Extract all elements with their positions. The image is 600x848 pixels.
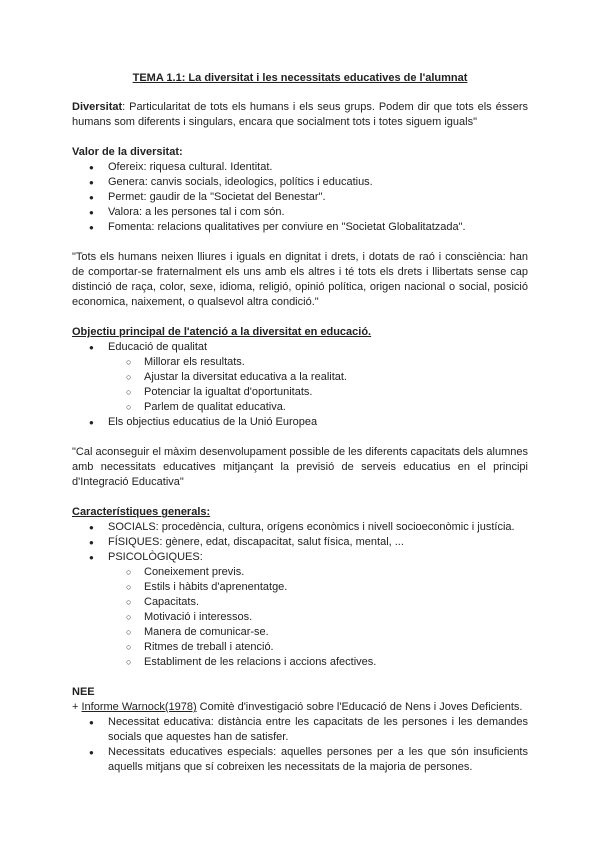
- sub-list-item: ○ Establiment de les relacions i accions afectives.: [72, 655, 528, 670]
- valor-list: [72, 160, 528, 235]
- diversitat-definition: [72, 100, 528, 130]
- nee-list: [72, 715, 528, 775]
- quote-integracio: "Cal aconseguir el màxim desenvolupament possible de les diferents capacitats dels alumnes amb necessitats educatives mitjançant la previsió de serveis educatius en el principi d'Integració Educativa": [72, 446, 528, 488]
- sub-list-item: ○ Parlem de qualitat educativa.: [72, 400, 528, 415]
- list-item: ● Els objectius educatius de la Unió Europea: [72, 415, 528, 430]
- sub-list-item: ○ Coneixement previs.: [72, 565, 528, 580]
- list-item: ● PSICOLÒGIQUES:: [72, 550, 528, 565]
- list-item: ● Permet: gaudir de la "Societat del Benestar".: [72, 190, 528, 205]
- caracteristiques-heading: Característiques generals:: [72, 506, 211, 518]
- list-item: ● FÍSIQUES: gènere, edat, discapacitat, salut física, mental, ...: [72, 535, 528, 550]
- sub-list-item: ○ Motivació i interessos.: [72, 610, 528, 625]
- page-title: TEMA 1.1: La diversitat i les necessitats educatives de l'alumnat: [132, 72, 468, 84]
- sub-list-item: ○ Ajustar la diversitat educativa a la realitat.: [72, 370, 528, 385]
- objectiu-heading: Objectiu principal de l'atenció a la diversitat en educació.: [72, 326, 372, 338]
- list-item: ● Valora: a les persones tal i com són.: [72, 205, 528, 220]
- list-item: ● Genera: canvis socials, ideologics, polítics i educatius.: [72, 175, 528, 190]
- list-item: ● Ofereix: riquesa cultural. Identitat.: [72, 160, 528, 175]
- list-item: ● SOCIALS: procedència, cultura, orígens econòmics i nivell socioeconòmic i justícia.: [72, 520, 528, 535]
- valor-heading: Valor de la diversitat:: [72, 146, 183, 158]
- nee-heading: NEE: [72, 686, 95, 698]
- document-body: [72, 71, 528, 775]
- caracteristiques-list: [72, 520, 528, 670]
- list-item: ● Educació de qualitat: [72, 340, 528, 355]
- sub-list-item: ○ Estils i hàbits d'aprenentatge.: [72, 580, 528, 595]
- list-item: ● Necessitat educativa: distància entre les capacitats de les persones i les demandes socials que aquestes han de satisfer.: [72, 715, 528, 745]
- nee-prefix: +: [72, 701, 82, 713]
- informe-warnock-link[interactable]: Informe Warnock(1978): [81, 701, 197, 713]
- nee-intro-text: Comitè d'investigació sobre l'Educació de Nens i Joves Deficients.: [196, 701, 523, 713]
- diversitat-text: : Particularitat de tots els humans i els seus grups. Podem dir que tots els éssers humans som diferents i singulars, encara que socialment tots i totes siguem iguals": [72, 101, 528, 128]
- quote-human-rights: "Tots els humans neixen lliures i iguals en dignitat i drets, i dotats de raó i consciència: han de comportar-se fraternalment els uns amb els altres i té tots els drets i llibertats sense cap distinció de raça, color, sexe, idioma, religió, opinió política, origen nacional o social, posició economica, naixement, o qualsevol altra condició.": [72, 251, 528, 308]
- objectiu-list: [72, 340, 528, 430]
- sub-list-item: ○ Potenciar la igualtat d'oportunitats.: [72, 385, 528, 400]
- sub-list-item: ○ Manera de comunicar-se.: [72, 625, 528, 640]
- nee-intro: [72, 700, 528, 715]
- list-item: ● Necessitats educatives especials: aquelles persones per a les que són insuficients aquells mitjans que sí cobreixen les necessitats de la majoria de persones.: [72, 745, 528, 775]
- list-item: ● Fomenta: relacions qualitatives per conviure en "Societat Globalitatzada".: [72, 220, 528, 235]
- sub-list-item: ○ Capacitats.: [72, 595, 528, 610]
- sub-list-item: ○ Ritmes de treball i atenció.: [72, 640, 528, 655]
- diversitat-term: Diversitat: [72, 101, 123, 113]
- sub-list-item: ○ Millorar els resultats.: [72, 355, 528, 370]
